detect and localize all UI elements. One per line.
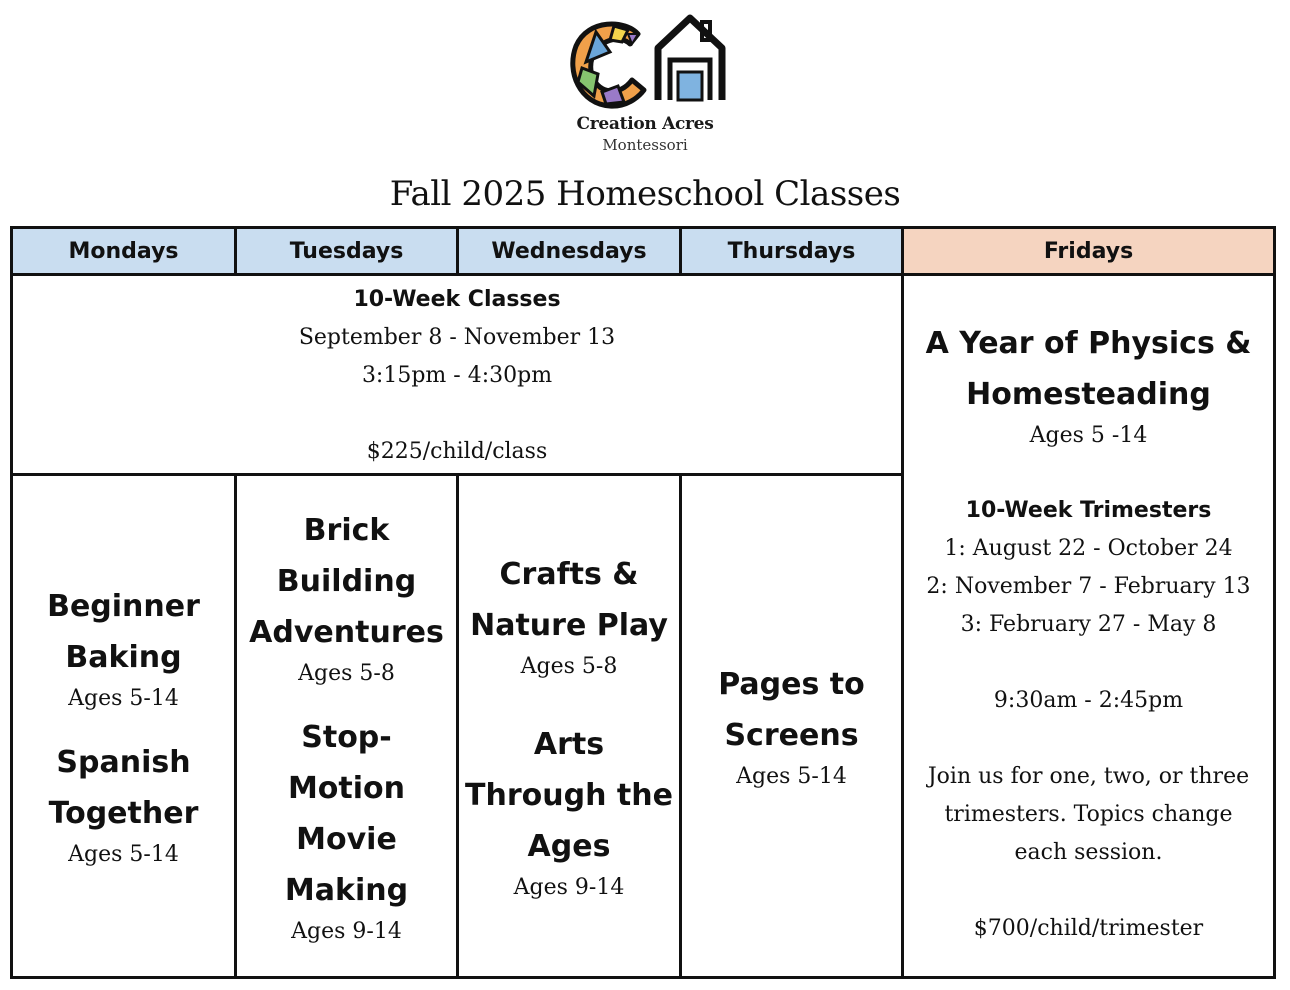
class-ages: Ages 5-8 [520, 653, 618, 679]
page-title: Fall 2025 Homeschool Classes [389, 174, 901, 214]
brand-logo [560, 12, 730, 162]
class-ages: Ages 5-14 [736, 764, 847, 789]
trimester-3: 3: February 27 - May 8 [960, 612, 1217, 637]
trimester-1: 1: August 22 - October 24 [944, 536, 1233, 561]
monday-classes [13, 476, 234, 976]
ten-week-info [13, 276, 901, 473]
brand-name: Creation Acres [576, 114, 714, 134]
class-ages: Ages 5-14 [68, 686, 179, 711]
divider [234, 229, 237, 276]
class-title: Beginner Baking [47, 589, 200, 675]
class-title: Stop- Motion Movie Making [284, 719, 409, 908]
class-title: Brick Building Adventures [249, 512, 444, 650]
class-title: Pages to Screens [718, 667, 865, 753]
class-ages: Ages 9-14 [513, 874, 625, 900]
header-tuesdays: Tuesdays [237, 229, 456, 276]
friday-note: Join us for one, two, or three trimesters. Topics change each session. [927, 764, 1250, 865]
header-wednesdays: Wednesdays [459, 229, 679, 276]
header-mondays: Mondays [13, 229, 234, 276]
divider [679, 229, 682, 276]
class-title: Arts Through the Ages [465, 726, 673, 864]
trimester-2: 2: November 7 - February 13 [926, 574, 1251, 599]
class-title: Spanish Together [48, 745, 199, 831]
class-ages: Ages 5-14 [68, 842, 179, 867]
wednesday-classes [459, 476, 679, 976]
class-title: Crafts & Nature Play [470, 556, 668, 643]
schedule-table [10, 226, 1276, 979]
ten-week-price: $225/child/class [366, 439, 548, 464]
trimester-heading: 10-Week Trimesters [965, 498, 1212, 523]
header-thursdays: Thursdays [682, 229, 901, 276]
friday-price: $700/child/trimester [973, 916, 1204, 941]
brand-subtitle: Montessori [602, 136, 688, 154]
friday-class [904, 276, 1273, 976]
tuesday-classes [237, 476, 456, 976]
header-fridays: Fridays [904, 229, 1273, 276]
class-title: A Year of Physics & Homesteading [925, 326, 1252, 412]
ten-week-time: 3:15pm - 4:30pm [361, 363, 553, 388]
divider [456, 229, 459, 276]
thursday-classes [682, 476, 901, 976]
class-ages: Ages 9-14 [291, 918, 402, 944]
class-ages: Ages 5 -14 [1029, 423, 1148, 448]
class-ages: Ages 5-8 [298, 660, 395, 686]
ten-week-dates: September 8 - November 13 [298, 325, 616, 350]
friday-time: 9:30am - 2:45pm [993, 688, 1184, 713]
creation-acres-logo-icon [566, 12, 726, 112]
ten-week-heading: 10-Week Classes [353, 287, 561, 312]
